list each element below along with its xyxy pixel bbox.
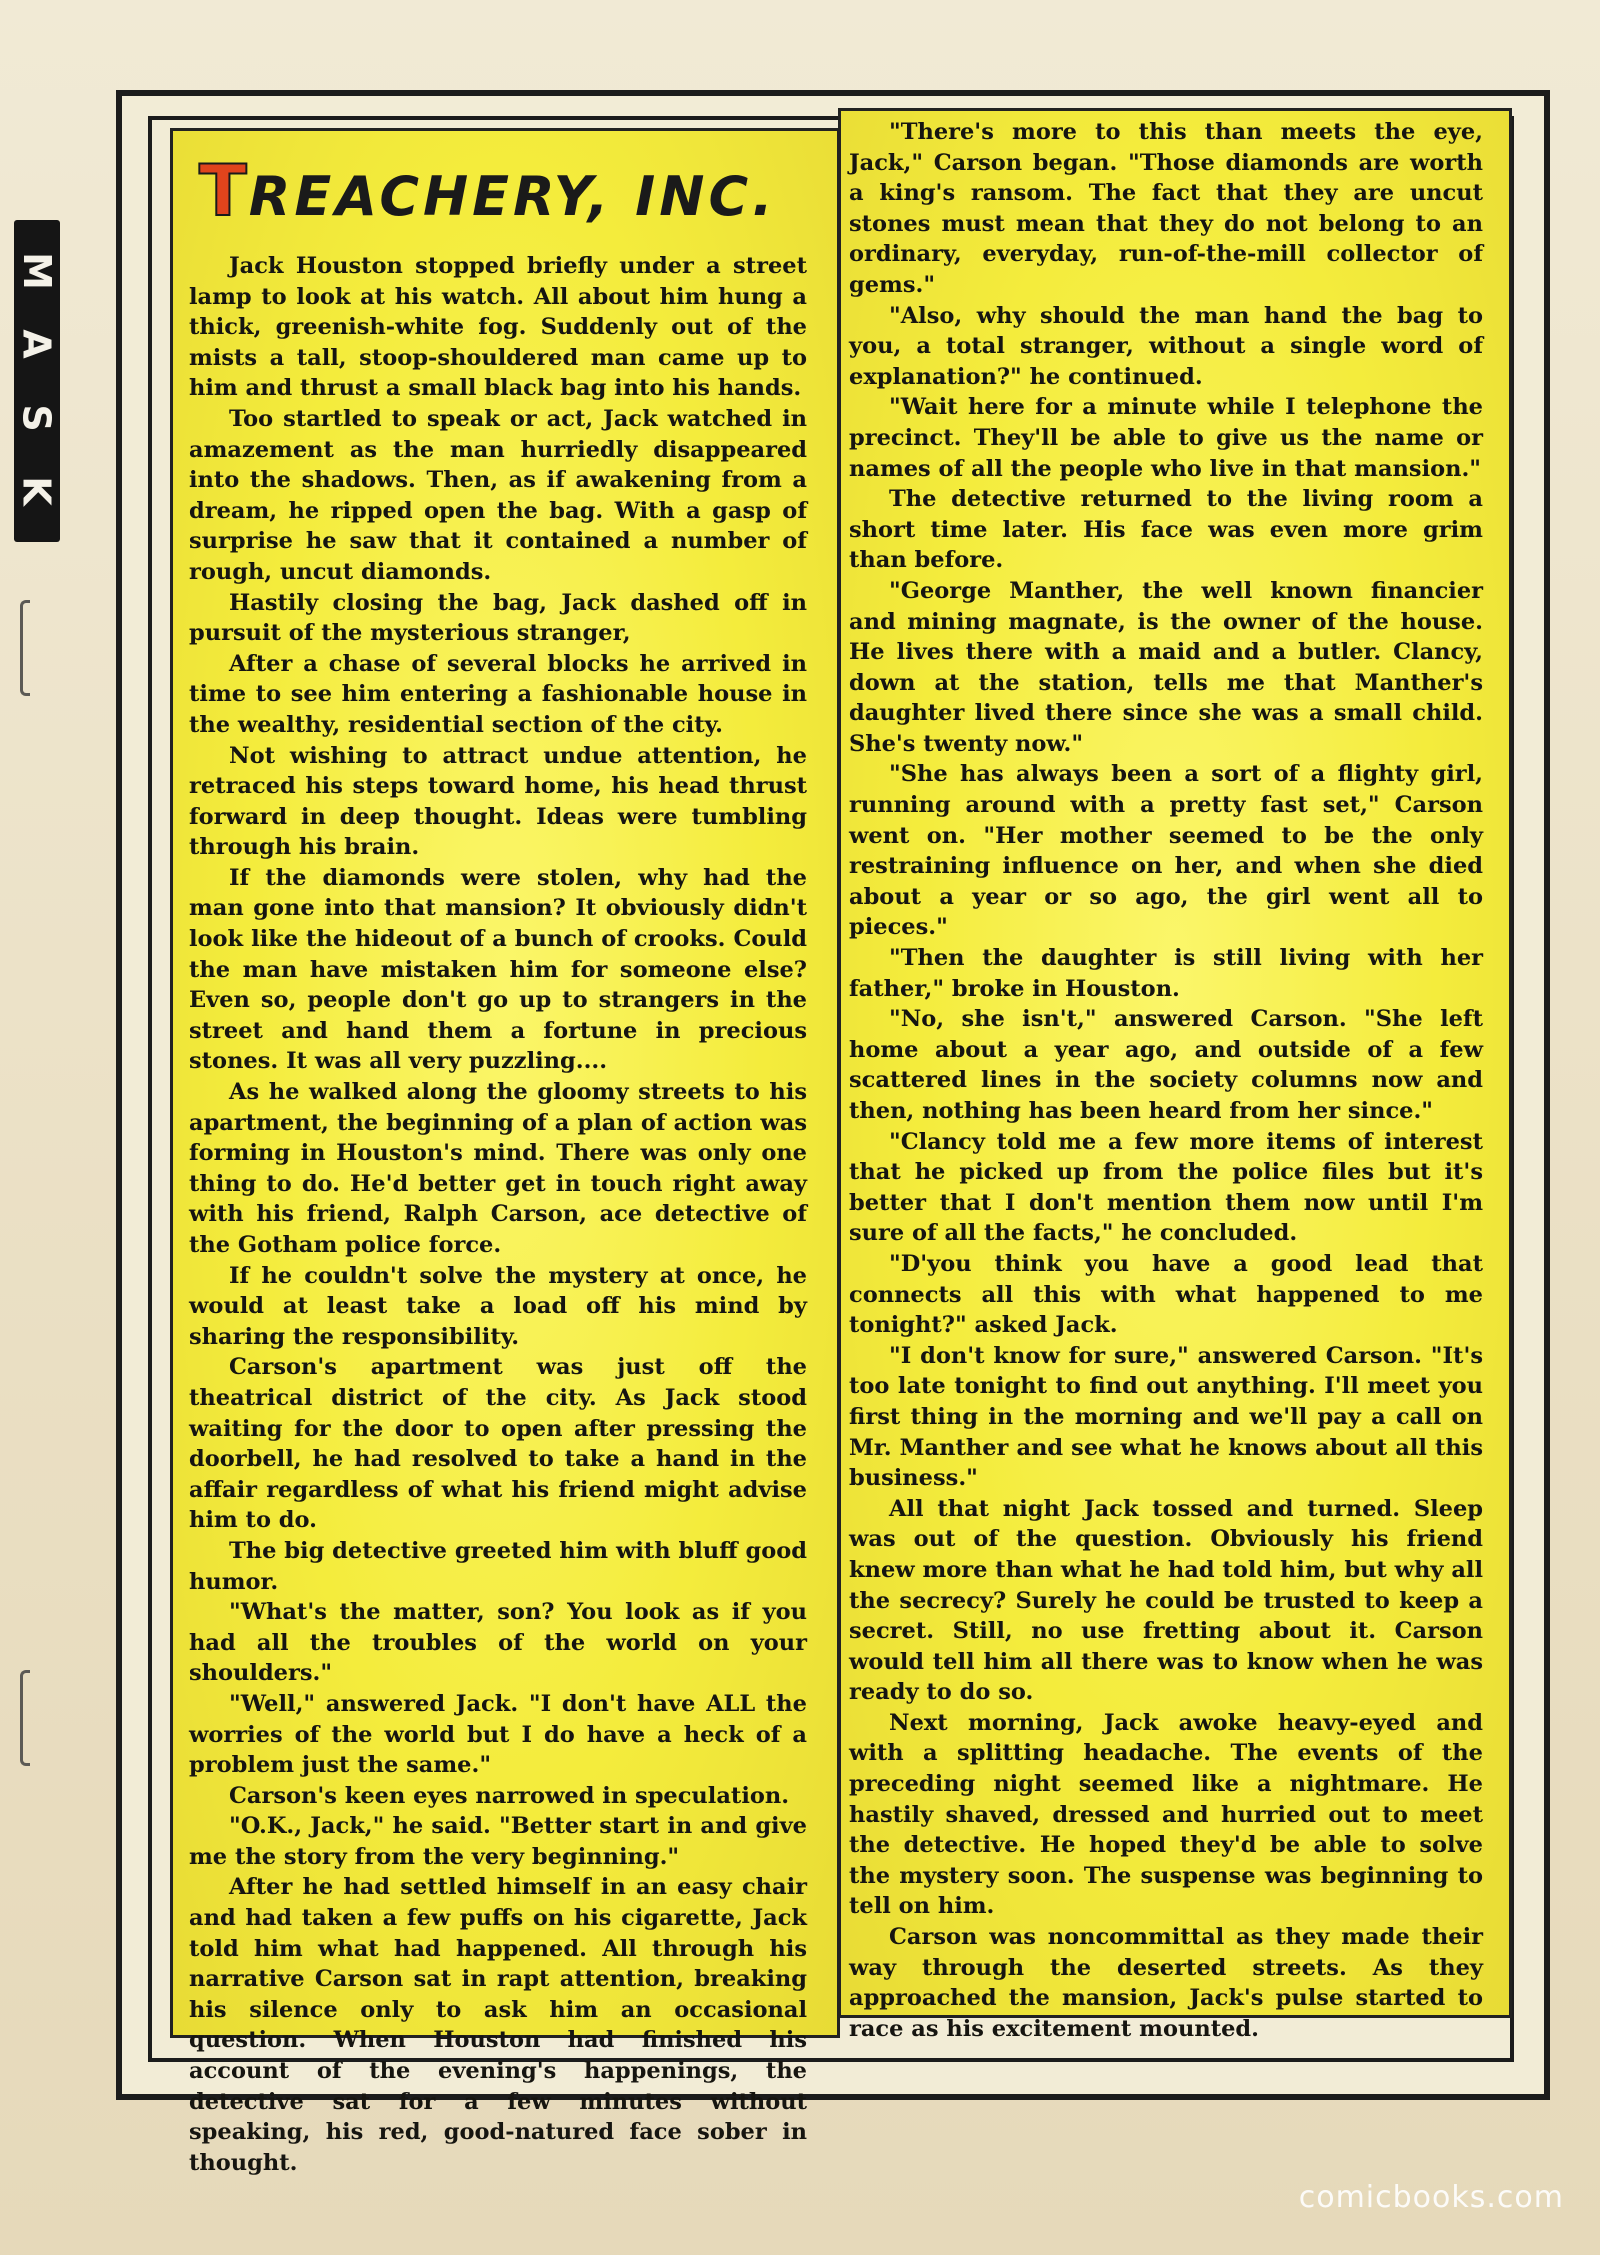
paragraph: If he couldn't solve the mystery at once, he would at least take a load off his mind by sharing the responsibility.	[189, 1262, 807, 1350]
paragraph: "George Manther, the well known financier and mining magnate, is the owner of the house. He lives there with a maid and a butler. Clancy, down at the station, tells me that Manther's daughter lived there since she was a small child. She's twenty now."	[849, 577, 1483, 757]
paragraph: "Then the daughter is still living with her father," broke in Houston.	[849, 945, 1483, 1002]
staple-bottom	[20, 1670, 30, 1766]
paragraph: "No, she isn't," answered Carson. "She left home about a year ago, and outside of a few scattered lines in the society columns now and then, nothing has been heard from her since."	[849, 1006, 1483, 1124]
text-column-right	[838, 108, 1512, 2042]
staple-top	[20, 600, 30, 696]
paragraph: As he walked along the gloomy streets to his apartment, the beginning of a plan of action was forming in Houston's mind. There was only one thing to do. He'd better get in touch right away with his friend, Ralph Carson, ace detective of the Gotham police force.	[189, 1079, 807, 1258]
spine-letter: M	[14, 251, 59, 290]
paragraph: Jack Houston stopped briefly under a street lamp to look at his watch. All about him hung a thick, greenish-white fog. Suddenly out of the mists a tall, stoop-shouldered man came up to him and thrust a small black bag into his hands.	[189, 253, 807, 402]
paragraph: The detective returned to the living room a short time later. His face was even more grim than before.	[849, 486, 1483, 574]
paragraph: "She has always been a sort of a flighty girl, running around with a pretty fast set," Carson went on. "Her mother seemed to be the only restraining influence on her, and when she died about a year or so ago, the girl went all to pieces."	[849, 761, 1483, 941]
paragraph: If the diamonds were stolen, why had the man gone into that mansion? It obviously didn't look like the hideout of a bunch of crooks. Could the man have mistaken him for someone else? Even so, people don't go up to strangers in the street and hand them a fortune in precious stones. It was all very puzzling....	[189, 864, 807, 1075]
paragraph: Hastily closing the bag, Jack dashed off in pursuit of the mysterious stranger,	[189, 589, 807, 647]
paragraph: "Clancy told me a few more items of interest that he picked up from the police files but it's better that I don't mention them now until I'm sure of all the facts," he concluded.	[849, 1128, 1483, 1247]
title-text: REACHERY, INC.	[248, 165, 777, 228]
paragraph: Not wishing to attract undue attention, he retraced his steps toward home, his head thrust forward in deep thought. Ideas were tumbling through his brain.	[189, 742, 807, 861]
paragraph: "Well," answered Jack. "I don't have ALL the worries of the world but I do have a heck of a problem just the same."	[189, 1690, 807, 1779]
paragraph: "D'you think you have a good lead that connects all this with what happened to me tonight?" asked Jack.	[849, 1250, 1483, 1339]
paragraph: Next morning, Jack awoke heavy-eyed and with a splitting headache. The events of the preceding night seemed like a nightmare. He hastily shaved, dressed and hurried out to meet the detective. He hoped they'd be able to solve the mystery soon. The suspense was beginning to tell on him.	[849, 1709, 1483, 1920]
paragraph: "There's more to this than meets the eye, Jack," Carson began. "Those diamonds are worth a king's ransom. The fact that they are uncut stones must mean that they do not belong to an ordinary, everyday, run-of-the-mill collector of gems."	[849, 119, 1483, 298]
site-watermark: comicbooks.com	[1298, 2180, 1564, 2215]
spine-letter: K	[14, 476, 59, 506]
paragraph: The big detective greeted him with bluff good humor.	[189, 1537, 807, 1595]
paragraph: Carson's keen eyes narrowed in speculation.	[229, 1782, 790, 1809]
paragraph: "I don't know for sure," answered Carson. "It's too late tonight to find out anything. I'll meet you first thing in the morning and we'll pay a call on Mr. Manther and see what he knows about all this business."	[849, 1342, 1483, 1492]
paragraph: All that night Jack tossed and turned. Sleep was out of the question. Obviously his friend knew more than what he had told him, but why all the secrecy? Surely he could be trusted to keep a secret. Still, no use fretting about it. Carson would tell him all there was to know when he was ready to do so.	[849, 1495, 1483, 1706]
paragraph: "O.K., Jack," he said. "Better start in and give me the story from the very beginning."	[189, 1813, 807, 1870]
spine-letter: S	[15, 404, 59, 432]
paragraph: Carson's apartment was just off the theatrical district of the city. As Jack stood waiting for the door to open after pressing the doorbell, he had resolved to take a hand in the affair regardless of what his friend might advise him to do.	[189, 1354, 807, 1534]
title-initial: T	[199, 150, 249, 232]
paragraph: "What's the matter, son? You look as if you had all the troubles of the world on your shoulders."	[189, 1599, 807, 1687]
paragraph: "Also, why should the man hand the bag to you, a total stranger, without a single word of explanation?" he continued.	[849, 302, 1483, 390]
paragraph: After he had settled himself in an easy chair and had taken a few puffs on his cigarette, Jack told him what had happened. All through his narrative Carson sat in rapt attention, breaking his silence only to ask him an occasional question. When Houston had finished his account of the evening's happenings, the detective sat for a few minutes without speaking, his red, good-natured face sober in thought.	[189, 1874, 807, 2176]
paragraph: After a chase of several blocks he arrived in time to see him entering a fashionable house in the wealthy, residential section of the city.	[189, 650, 807, 738]
paragraph: Too startled to speak or act, Jack watched in amazement as the man hurriedly disappeared into the shadows. Then, as if awakening from a dream, he ripped open the bag. With a gasp of surprise he saw that it contained a number of rough, uncut diamonds.	[189, 405, 807, 585]
paragraph: "Wait here for a minute while I telephone the precinct. They'll be able to give us the name or names of all the people who live in that mansion."	[849, 394, 1483, 482]
paragraph: Carson was noncommittal as they made their way through the deserted streets. As they approached the mansion, Jack's pulse started to race as his excitement mounted.	[849, 1924, 1483, 2042]
text-column-left	[170, 128, 840, 2176]
spine-letter: A	[14, 329, 59, 359]
story-title	[199, 150, 807, 232]
spine-title-tab	[14, 220, 60, 542]
